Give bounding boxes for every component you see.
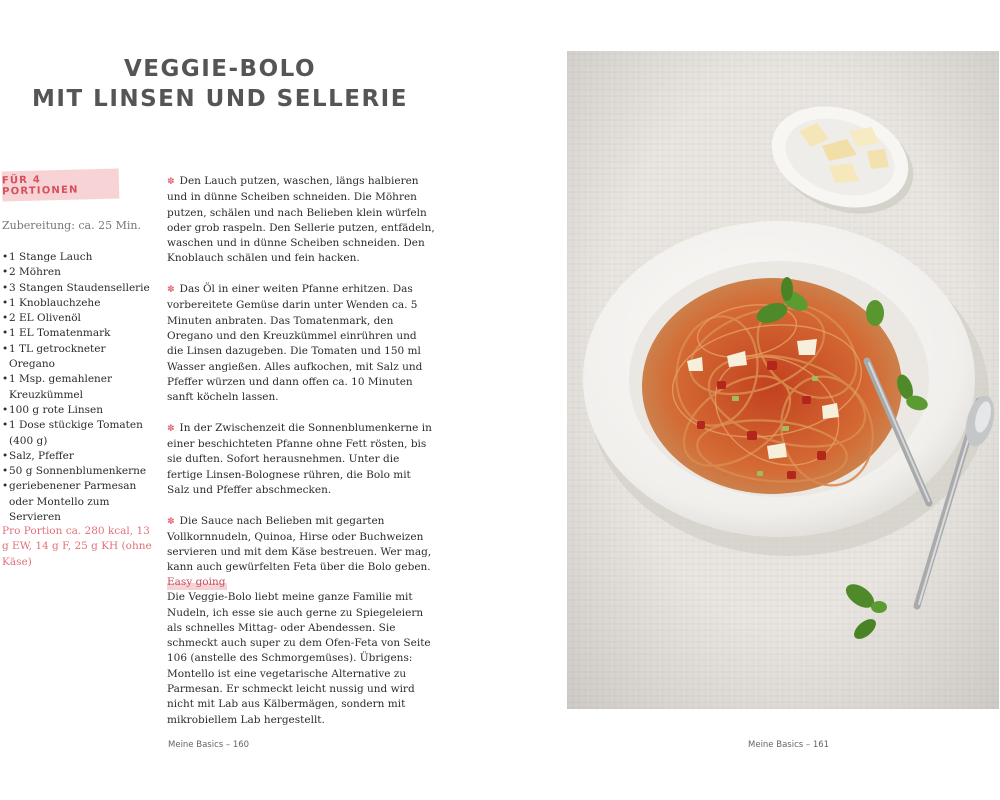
ingredient-item: • 50 g Sonnenblumenkerne (2, 464, 152, 479)
flower-bullet-icon: ✽ (167, 516, 175, 527)
recipe-title (0, 54, 440, 114)
tip-title: Easy going (167, 575, 227, 590)
ingredient-item: • 1 Dose stückige Tomaten (400 g) (2, 418, 152, 449)
portions-badge: FÜR 4 PORTIONEN (2, 168, 120, 201)
step-text: In der Zwischenzeit die Sonnenblumenkerne in einer beschichteten Pfanne ohne Fett rösten, bis sie duften. Sofort herausnehmen. Unter die fertige Linsen-Bolognese rühren, die Bolo mit Salz und Pfeffer abschmecken. (167, 421, 432, 496)
ingredient-item: • 1 TL getrockneter Oregano (2, 342, 152, 373)
tip-text: Die Veggie-Bolo liebt meine ganze Familie mit Nudeln, ich esse sie auch gerne zu Spiegeleiern als schnelles Mittag- oder Abendessen. Sie schmeckt auch super zu dem Ofen-Feta von Seite 106 (anstelle des Schmorgemüses). Übrigens: Montello ist eine vegetarische Alternative zu Parmesan. Er schmeckt leicht nussig und wird nicht mit Lab aus Kälbermägen, sondern mit mikrobiellem Lab hergestellt. (167, 591, 431, 726)
instruction-steps (167, 174, 435, 591)
instruction-step (167, 174, 435, 267)
food-photo (567, 51, 999, 709)
ingredient-item: • 3 Stangen Staudensellerie (2, 281, 152, 296)
ingredient-item: • 1 EL Tomatenmark (2, 326, 152, 341)
ingredient-item: • 1 Knoblauchzehe (2, 296, 152, 311)
prep-time: Zubereitung: ca. 25 Min. (2, 219, 141, 232)
title-line-1: VEGGIE-BOLO (123, 56, 317, 82)
ingredient-item: • Salz, Pfeffer (2, 449, 152, 464)
page-footer-left: Meine Basics – 160 (168, 740, 250, 750)
ingredient-item: • 2 Möhren (2, 265, 152, 280)
instruction-step (167, 514, 435, 576)
instruction-step (167, 421, 435, 498)
step-text: Den Lauch putzen, waschen, längs halbieren und in dünne Scheiben schneiden. Die Möhren putzen, schälen und nach Belieben klein würfeln oder grob raspeln. Den Sellerie putzen, entfädeln, waschen und in dünne Scheiben schneiden. Den Knoblauch schälen und fein hacken. (167, 175, 435, 265)
nutrition-info: Pro Portion ca. 280 kcal, 13 g EW, 14 g F, 25 g KH (ohne Käse) (2, 525, 152, 568)
title-line-2: MIT LINSEN UND SELLERIE (32, 86, 408, 112)
instruction-step (167, 282, 435, 405)
ingredient-item: • 1 Msp. gemahlener Kreuzkümmel (2, 372, 152, 403)
step-text: Die Sauce nach Belieben mit gegarten Vollkornnudeln, Quinoa, Hirse oder Buchweizen servieren und mit dem Käse bestreuen. Wer mag, kann auch gewürfelten Feta über die Bolo geben. (167, 514, 432, 574)
ingredient-item: • 100 g rote Linsen (2, 403, 152, 418)
step-text: Das Öl in einer weiten Pfanne erhitzen. Das vorbereitete Gemüse darin unter Wenden ca. 5 Minuten anbraten. Das Tomatenmark, den Oregano und den Kreuzkümmel einrühren und die Linsen dazugeben. Die Tomaten und 150 ml Wasser angießen. Alles aufkochen, mit Salz und Pfeffer würzen und dann offen ca. 10 Minuten sanft köcheln lassen. (167, 283, 423, 404)
ingredient-item: • 2 EL Olivenöl (2, 311, 152, 326)
ingredient-list (2, 250, 152, 525)
flower-bullet-icon: ✽ (167, 285, 175, 296)
flower-bullet-icon: ✽ (167, 423, 175, 434)
tip-box (167, 570, 435, 728)
ingredient-item: • 1 Stange Lauch (2, 250, 152, 265)
ingredient-item: • geriebenener Parmesan oder Montello zum Servieren (2, 479, 152, 525)
flower-bullet-icon: ✽ (167, 177, 175, 187)
page-footer-right: Meine Basics – 161 (748, 740, 830, 750)
